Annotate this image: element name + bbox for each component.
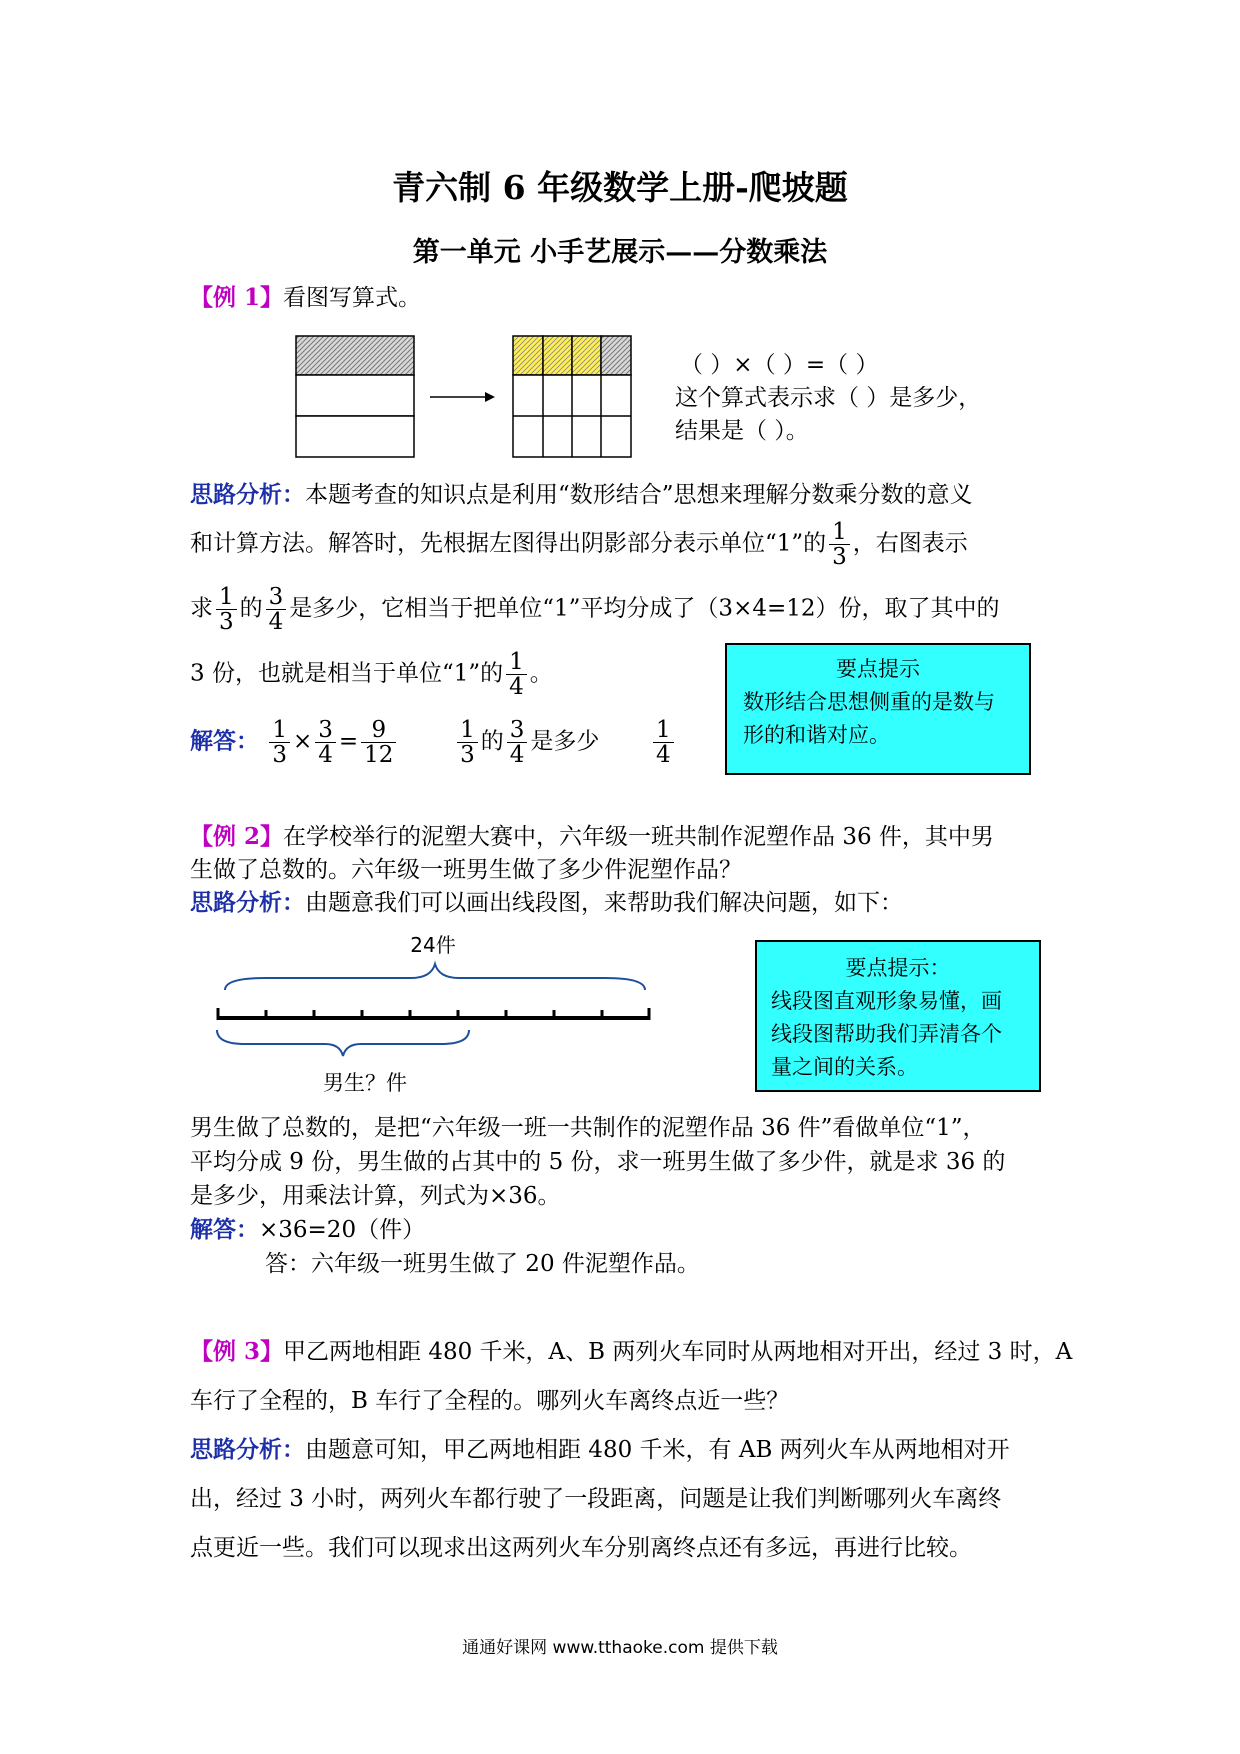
analysis-text: 求	[190, 595, 213, 622]
page-title: 青六制 6 年级数学上册-爬坡题	[392, 168, 848, 207]
example1-analysis-l1	[190, 480, 973, 510]
analysis-text: 3 份，也就是相当于单位“1”的	[190, 660, 504, 687]
example3-q-l2: 车行了全程的，B 车行了全程的。哪列火车离终点近一些？	[190, 1388, 790, 1414]
tip-text: 线段图直观形象易懂，画	[771, 989, 1002, 1013]
example1-question-text: 看图写算式。	[283, 285, 422, 311]
blank-formula: （ ）×（ ）=（ ）	[680, 352, 879, 378]
arrow	[430, 392, 495, 402]
fraction-one-third: $\frac{1}{3}$	[829, 520, 850, 569]
analysis-label: 思路分析：	[190, 889, 305, 916]
example2-body-l1: 男生做了总数的，是把“六年级一班一共制作的泥塑作品 36 件”看做单位“1”，	[190, 1115, 986, 1141]
analysis-text: 本题考查的知识点是利用“数形结合”思想来理解分数乘分数的意义	[305, 482, 973, 508]
example1-analysis-l2	[190, 520, 968, 569]
example3-label: 【例 3】	[190, 1338, 284, 1365]
times-sign: ×	[292, 728, 313, 755]
de-text: 的	[480, 728, 504, 755]
tip-box-1	[725, 643, 1031, 775]
example2-label: 【例 2】	[190, 823, 284, 850]
answer-formula: ×36=20（件）	[259, 1217, 426, 1243]
equals-sign: =	[338, 728, 359, 755]
analysis-text: 由题意我们可以画出线段图，来帮助我们解决问题，如下：	[305, 890, 903, 916]
example2-body-l3: 是多少，用乘法计算，列式为×36。	[190, 1183, 561, 1209]
example2-q-l1	[190, 822, 994, 852]
tip-text: 形的和谐对应。	[743, 723, 890, 747]
fraction-three-fourths: $\frac{3}{4}$	[315, 718, 336, 767]
top-brace	[225, 964, 645, 990]
right-grid-rect	[513, 336, 631, 457]
example1-question	[190, 283, 421, 313]
tip-text: 数形结合思想侧重的是数与	[743, 690, 995, 714]
example2-q-l2: 生做了总数的。六年级一班男生做了多少件泥塑作品？	[190, 857, 742, 883]
fraction-one-third: $\frac{1}{3}$	[457, 718, 478, 767]
example1-answer	[190, 718, 677, 767]
example3-analysis-l2: 出，经过 3 小时，两列火车都行驶了一段距离，问题是让我们判断哪列火车离终	[190, 1486, 1002, 1512]
tip-title: 要点提示：	[845, 956, 951, 980]
fraction-one-third: $\frac{1}{3}$	[216, 585, 237, 634]
example2-answer	[190, 1215, 425, 1245]
bottom-brace	[217, 1030, 469, 1056]
analysis-text: ，右图表示	[852, 530, 968, 557]
blank-line3: 结果是（ ）。	[675, 418, 809, 444]
tip-text: 量之间的关系。	[771, 1055, 918, 1079]
analysis-text: 。	[529, 660, 553, 687]
example1-analysis-l4	[190, 650, 553, 699]
analysis-label: 思路分析：	[190, 1436, 305, 1463]
duoshao-text: 是多少	[530, 728, 600, 755]
fraction-one-fourth: $\frac{1}{4}$	[653, 718, 674, 767]
tip-box-2	[755, 940, 1041, 1092]
analysis-text: 和计算方法。解答时，先根据左图得出阴影部分表示单位“1”的	[190, 530, 827, 557]
segment-diagram	[205, 930, 665, 1100]
example1-analysis-l3	[190, 585, 1000, 634]
fraction-nine-twelfths: $\frac{9}{12}$	[361, 718, 396, 767]
question-text: 在学校举行的泥塑大赛中，六年级一班共制作泥塑作品 36 件，其中男	[283, 824, 994, 850]
tip-title: 要点提示	[836, 657, 920, 681]
example2-answer-text: 答：六年级一班男生做了 20 件泥塑作品。	[265, 1251, 700, 1277]
example3-q-l1	[190, 1337, 1072, 1367]
example2-body-l2: 平均分成 9 份，男生做的占其中的 5 份，求一班男生做了多少件，就是求 36 的	[190, 1149, 1006, 1175]
fraction-three-fourths: $\frac{3}{4}$	[266, 585, 287, 634]
analysis-text: 是多少，它相当于把单位“1”平均分成了（3×4=12）份，取了其中的	[289, 595, 1000, 622]
blank-line2: 这个算式表示求（ ）是多少，	[675, 385, 982, 411]
example3-analysis-l3: 点更近一些。我们可以现求出这两列火车分别离终点还有多远，再进行比较。	[190, 1535, 972, 1561]
analysis-label: 思路分析：	[190, 481, 305, 508]
question-text: 甲乙两地相距 480 千米，A、B 两列火车同时从两地相对开出，经过 3 时，A	[283, 1339, 1073, 1365]
fraction-one-fourth: $\frac{1}{4}$	[506, 650, 527, 699]
example1-diagram	[295, 335, 655, 460]
total-label: 24件	[410, 933, 456, 957]
boys-label: 男生？件	[323, 1071, 407, 1095]
analysis-text: 的	[239, 595, 263, 622]
example3-analysis-l1	[190, 1435, 1010, 1465]
left-thirds-rect	[296, 336, 414, 457]
fraction-one-third: $\frac{1}{3}$	[269, 718, 290, 767]
tip-text: 线段图帮助我们弄清各个	[771, 1022, 1002, 1046]
answer-label: 解答：	[190, 727, 259, 755]
answer-label: 解答：	[190, 1216, 259, 1243]
example1-label: 【例 1】	[190, 284, 284, 311]
footer-credit: 通通好课网 www.tthaoke.com 提供下载	[462, 1638, 778, 1658]
unit-subtitle: 第一单元 小手艺展示——分数乘法	[412, 237, 828, 268]
fraction-three-fourths: $\frac{3}{4}$	[507, 718, 528, 767]
example2-analysis	[190, 888, 903, 918]
analysis-text: 由题意可知，甲乙两地相距 480 千米，有 AB 两列火车从两地相对开	[305, 1437, 1010, 1463]
